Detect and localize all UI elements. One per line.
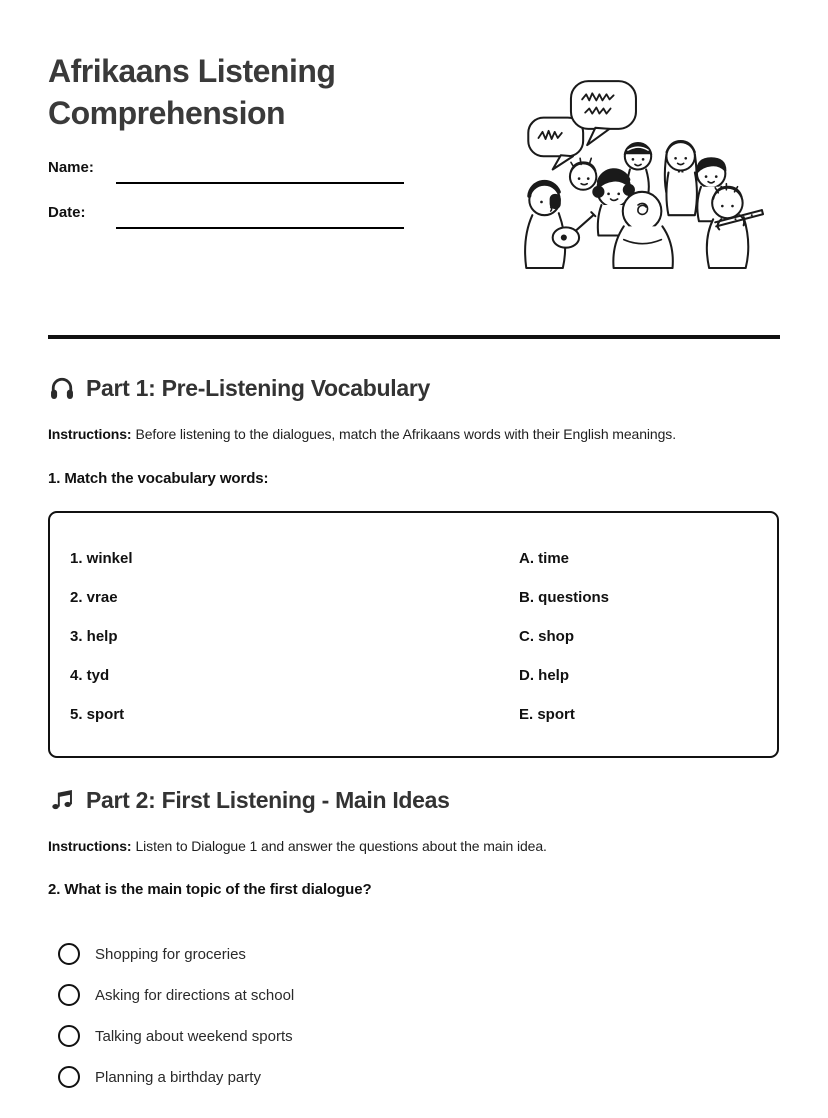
match-left-item: 4. tyd	[70, 667, 110, 684]
speech-bubble-small-icon	[528, 118, 583, 170]
name-label: Name:	[48, 159, 94, 176]
option-row	[58, 1066, 294, 1088]
name-field-row	[48, 159, 94, 177]
part2-heading-text: Part 2: First Listening - Main Ideas	[86, 786, 450, 813]
question2-label: 2. What is the main topic of the first dialogue?	[48, 881, 372, 898]
date-label: Date:	[48, 204, 86, 221]
option-label: Planning a birthday party	[95, 1068, 261, 1086]
part2-instructions-text: Listen to Dialogue 1 and answer the questions about the main idea.	[135, 838, 547, 854]
radio-button[interactable]	[58, 1025, 80, 1047]
section-divider	[48, 335, 780, 339]
option-label: Asking for directions at school	[95, 986, 295, 1004]
page-title: Afrikaans Listening Comprehension	[48, 53, 336, 131]
match-right-item: B. questions	[519, 589, 610, 606]
child-flute	[707, 184, 763, 268]
option-row	[58, 943, 294, 965]
question1-label: 1. Match the vocabulary words:	[48, 470, 269, 487]
part2-instructions	[48, 838, 788, 854]
option-row	[58, 984, 294, 1006]
date-field-row	[48, 204, 86, 222]
match-left-item: 5. sport	[70, 706, 125, 723]
part1-heading	[48, 374, 430, 402]
match-left-item: 2. vrae	[70, 589, 118, 606]
option-row	[58, 1025, 294, 1047]
part1-instructions	[48, 426, 788, 442]
match-left-item: 3. help	[70, 628, 118, 645]
headphones-icon	[48, 374, 76, 402]
radio-button[interactable]	[58, 1066, 80, 1088]
match-right-item: A. time	[519, 550, 570, 567]
radio-button[interactable]	[58, 943, 80, 965]
part1-instructions-label: Instructions:	[48, 426, 132, 442]
name-input-line[interactable]	[116, 182, 404, 184]
option-label: Talking about weekend sports	[95, 1027, 293, 1045]
child-long-hair-girl	[665, 141, 697, 215]
vocabulary-matching-box	[48, 511, 779, 758]
question2-options	[58, 943, 294, 1107]
match-left-item: 1. winkel	[70, 550, 133, 567]
child-headphones-ukulele	[525, 182, 595, 268]
child-light-hair	[570, 158, 596, 189]
part2-instructions-label: Instructions:	[48, 838, 132, 854]
match-right-item: E. sport	[519, 706, 575, 723]
part2-heading	[48, 786, 450, 814]
music-note-icon	[48, 786, 76, 814]
part1-heading-text: Part 1: Pre-Listening Vocabulary	[86, 374, 431, 401]
date-input-line[interactable]	[116, 227, 404, 229]
match-right-item: D. help	[519, 667, 570, 684]
children-listening-svg	[510, 66, 766, 276]
option-label: Shopping for groceries	[95, 945, 246, 963]
part1-instructions-text: Before listening to the dialogues, match the Afrikaans words with their English meanings.	[135, 426, 676, 442]
match-right-item: C. shop	[519, 628, 574, 645]
radio-button[interactable]	[58, 984, 80, 1006]
children-listening-illustration	[510, 66, 766, 276]
